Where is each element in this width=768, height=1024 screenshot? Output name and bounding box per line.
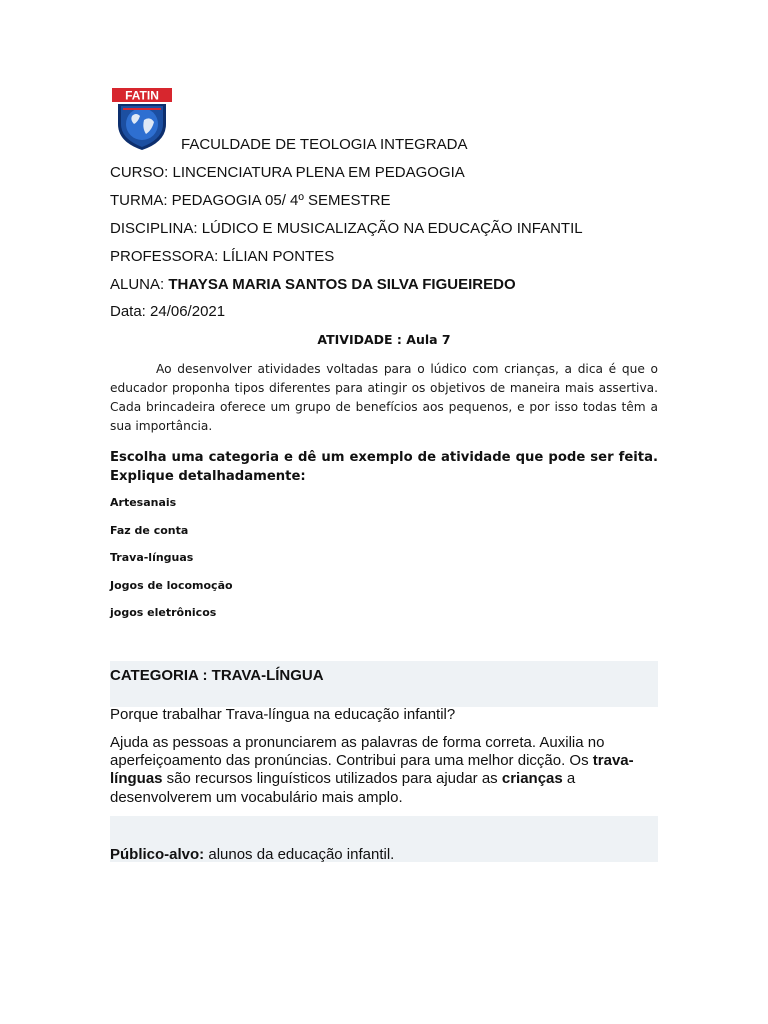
porque-question: Porque trabalhar Trava-língua na educação infantil? [110, 706, 456, 723]
date-line: Data: 24/06/2021 [110, 303, 226, 320]
aluna-label: ALUNA: [110, 276, 169, 293]
option-item: Artesanais [110, 496, 177, 509]
option-item: Jogos de locomoção [110, 578, 233, 592]
disciplina-line: DISCIPLINA: LÚDICO E MUSICALIZAÇÃO NA EDUCAÇÃO INFANTIL [110, 220, 583, 237]
ajuda-bold-criancas: crianças [501, 770, 563, 788]
activity-title: ATIVIDADE : Aula 7 [317, 332, 451, 347]
intro-paragraph: Ao desenvolver atividades voltadas para o lúdico com crianças, a dica é que o educador proponha tipos diferentes para atingir os objetivos de maneira mais assertiva. Cada brincadeira oferece um grupo de benefícios aos pequenos, e por isso todas têm a sua importância. [110, 362, 658, 433]
publico-line [110, 846, 394, 864]
publico-text: alunos da educação infantil. [204, 846, 395, 863]
ajuda-part3: a desenvolverem um vocabulário mais amplo. [110, 770, 576, 806]
option-item: Faz de conta [110, 523, 189, 537]
logo-text: FATIN [125, 88, 159, 103]
question-text: Escolha uma categoria e dê um exemplo de atividade que pode ser feita. Explique detalhadamente: [110, 450, 658, 484]
turma-line: TURMA: PEDAGOGIA 05/ 4º SEMESTRE [110, 192, 391, 209]
category-title: CATEGORIA : TRAVA-LÍNGUA [110, 667, 324, 684]
ajuda-part1: Ajuda as pessoas a pronunciarem as palavras de forma correta. Auxilia no aperfeiçoamento das pronúncias. Contribui para uma melhor dicção. Os [110, 734, 605, 770]
publico-label: Público-alvo: [110, 846, 205, 863]
curso-line: CURSO: LINCENCIATURA PLENA EM PEDAGOGIA [110, 164, 465, 181]
option-item: Trava-línguas [110, 551, 194, 564]
aluna-name: THAYSA MARIA SANTOS DA SILVA FIGUEIREDO [168, 276, 516, 293]
options-list [110, 496, 233, 634]
fatin-logo [110, 86, 176, 152]
professora-line: PROFESSORA: LÍLIAN PONTES [110, 248, 335, 265]
option-item: jogos eletrônicos [110, 606, 217, 619]
ajuda-paragraph [110, 734, 658, 807]
ajuda-bold-trava-linguas: trava-línguas [110, 752, 634, 788]
faculdade-line: FACULDADE DE TEOLOGIA INTEGRADA [181, 136, 468, 153]
aluna-line [110, 276, 516, 294]
ajuda-part2: são recursos linguísticos utilizados para ajudar as [162, 770, 502, 788]
